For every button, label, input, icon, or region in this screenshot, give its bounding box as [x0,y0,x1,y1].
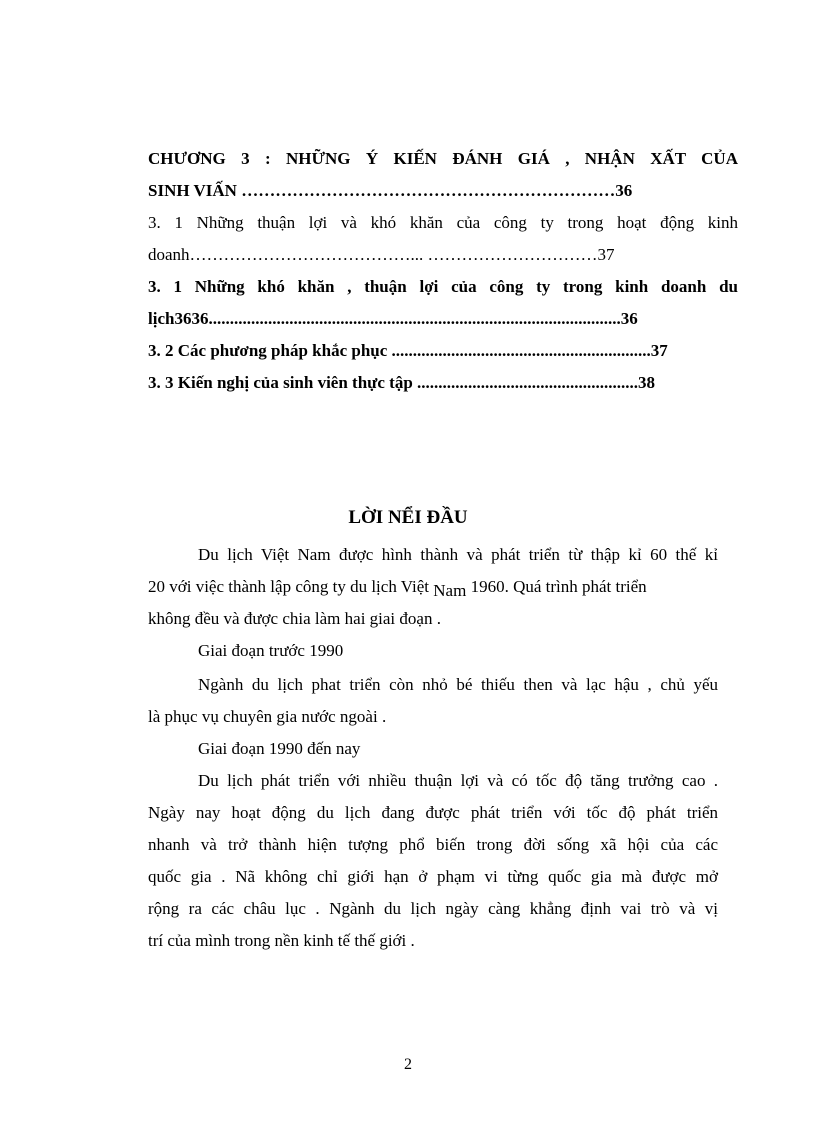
preface-p1-line2-b: Nam [433,581,467,600]
preface-p3-line2: là phục vụ chuyên gia nước ngoài . [148,707,387,726]
toc-entry-3-1a-line2: doanh…………………………………... …………………………37 [148,245,615,264]
preface-p1-line3: không đều và được chia làm hai giai đoạn . [148,609,441,628]
preface-p3-line1: Ngành du lịch phat triển còn nhỏ bé thiếu then và lạc hậu , chủ yếu [198,675,718,694]
toc-chapter3-line2: SINH VIẤN …………………………………………………………36 [148,181,633,200]
toc-entry-3-1b-line2: lịch3636.................................................................................................36 [148,309,638,328]
toc-entry-3-1b-line1: 3. 1 Những khó khăn , thuận lợi của công ty trong kinh doanh du [148,277,738,296]
preface-p1-line2-a: 20 với việc thành lập công ty du lịch Việt [148,577,434,596]
preface-title: LỜI NỂI ĐẦU [348,507,468,528]
preface-p5-line3: nhanh và trở thành hiện tượng phổ biến trong đời sống xã hội của các [148,835,718,854]
preface-p1-line1: Du lịch Việt Nam được hình thành và phát triển từ thập kỉ 60 thế kỉ [198,545,718,564]
preface-p5-line5: rộng ra các châu lục . Ngành du lịch ngày càng khẳng định vai trò và vị [148,899,718,918]
preface-p1-line2 [148,576,718,598]
preface-p1-line2-c: 1960. Quá trình phát triển [466,577,647,596]
page-number: 2 [404,1056,412,1073]
preface-p5-line4: quốc gia . Nã không chỉ giới hạn ở phạm vi từng quốc gia mà được mở [148,867,718,886]
toc-entry-3-2: 3. 2 Các phương pháp khắc phục .............................................................37 [148,341,668,360]
preface-p5-line2: Ngày nay hoạt động du lịch đang được phát triển với tốc độ phát triển [148,803,718,822]
toc-entry-3-1a-line1: 3. 1 Những thuận lợi và khó khăn của công ty trong hoạt động kinh [148,213,738,232]
preface-p4: Giai đoạn 1990 đến nay [198,739,361,758]
preface-p5-line6: trí của mình trong nền kinh tế thế giới . [148,931,415,950]
toc-chapter3-line1: CHƯƠNG 3 : NHỮNG Ý KIẾN ĐÁNH GIÁ , NHẬN XẤT CỦA [148,149,738,168]
preface-p2: Giai đoạn trước 1990 [198,641,344,660]
preface-p5-line1: Du lịch phát triển với nhiều thuận lợi và có tốc độ tăng trưởng cao . [198,771,718,790]
toc-entry-3-3: 3. 3 Kiến nghị của sinh viên thực tập ....................................................38 [148,373,656,392]
